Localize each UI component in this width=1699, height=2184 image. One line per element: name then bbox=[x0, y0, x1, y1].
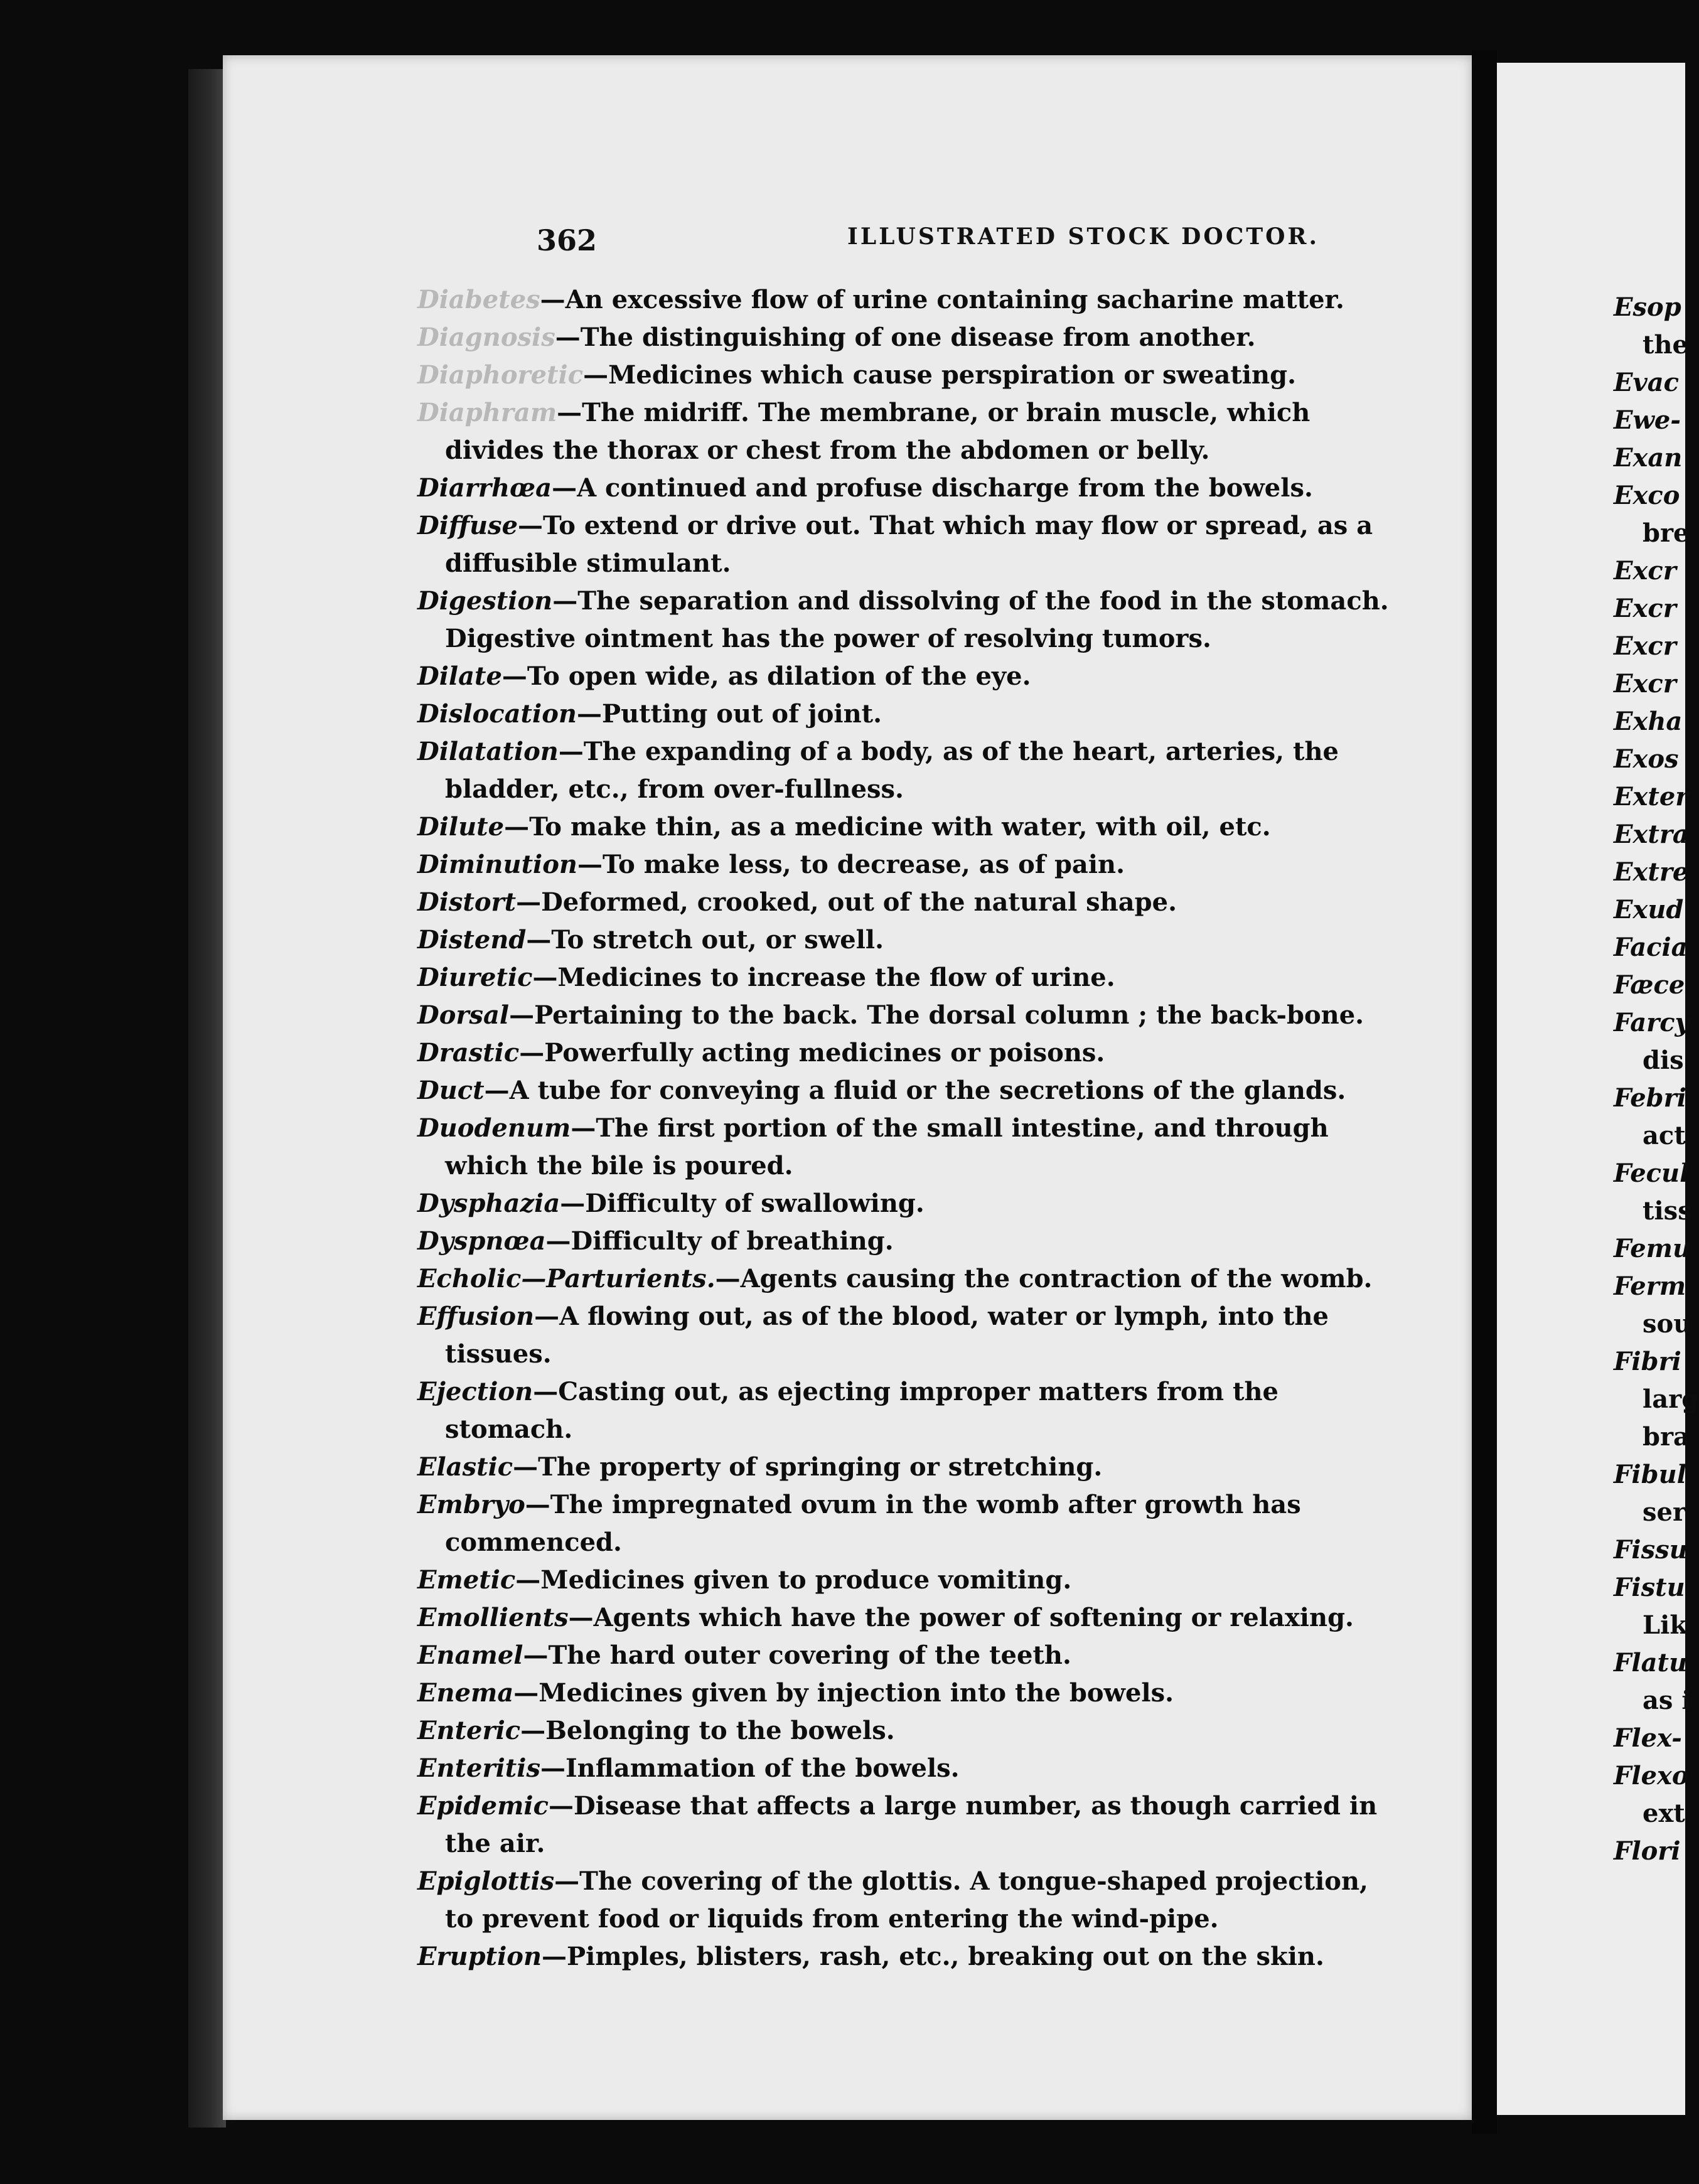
entry-separator: — bbox=[519, 1038, 545, 1068]
entry-definition: The separation and dissolving of the food in the stomach. Digestive ointment has the power of resolving tumors. bbox=[445, 586, 1389, 653]
facing-page-line bbox=[1497, 929, 1688, 966]
entry-definition: Powerfully acting medicines or poisons. bbox=[544, 1038, 1105, 1068]
entry-term: Diaphoretic bbox=[417, 360, 584, 390]
facing-page-term-fragment: Ewe- bbox=[1614, 405, 1681, 435]
entry-term: Emollients bbox=[417, 1603, 569, 1632]
entry-definition: The expanding of a body, as of the heart, arteries, the bladder, etc., from over-fullness. bbox=[445, 737, 1339, 804]
facing-page-line bbox=[1497, 816, 1689, 854]
entry-definition: Pimples, blisters, rash, etc., breaking out on the skin. bbox=[567, 1942, 1324, 1971]
glossary-entry bbox=[417, 695, 1396, 733]
entry-term: Diagnosis bbox=[417, 323, 555, 352]
glossary-entry bbox=[417, 846, 1396, 884]
glossary-entry bbox=[417, 281, 1396, 319]
entry-term: Diuretic bbox=[417, 963, 533, 992]
entry-term: Dorsal bbox=[417, 1000, 510, 1030]
facing-page-term-fragment: Exan bbox=[1614, 443, 1683, 473]
glossary-entry bbox=[417, 1863, 1396, 1938]
glossary-entry bbox=[417, 1072, 1396, 1110]
facing-page-text-fragment: bra bbox=[1643, 1422, 1690, 1452]
glossary-entry bbox=[417, 733, 1396, 808]
facing-page-line bbox=[1497, 1230, 1691, 1268]
facing-page-line bbox=[1497, 289, 1685, 326]
entry-definition: To open wide, as dilation of the eye. bbox=[527, 661, 1031, 691]
entry-definition: The covering of the glottis. A tongue-shaped projection, to prevent food or liquids from entering the wind-pipe. bbox=[445, 1866, 1368, 1934]
facing-page-term-fragment: Flex- bbox=[1614, 1723, 1682, 1753]
facing-page-term-fragment: Farcy bbox=[1614, 1008, 1690, 1037]
facing-page-term-fragment: Extra bbox=[1614, 820, 1689, 849]
facing-page-line bbox=[1497, 439, 1685, 477]
entry-separator: — bbox=[523, 1641, 549, 1670]
facing-page-term-fragment: Fibul bbox=[1614, 1460, 1686, 1489]
facing-page-text-fragment: bre bbox=[1643, 518, 1690, 548]
facing-page-line bbox=[1497, 1004, 1690, 1042]
entry-separator: — bbox=[583, 360, 609, 390]
facing-page-fragment bbox=[1497, 63, 1699, 2115]
glossary-entry bbox=[417, 959, 1396, 997]
entry-separator: — bbox=[557, 398, 582, 427]
glossary-entry bbox=[417, 658, 1396, 695]
entry-definition: Belonging to the bowels. bbox=[545, 1716, 895, 1745]
page-heading: ILLUSTRATED STOCK DOCTOR. bbox=[847, 223, 1319, 250]
entry-definition: Inflammation of the bowels. bbox=[565, 1753, 960, 1783]
entry-definition: Medicines given by injection into the bowels. bbox=[539, 1678, 1174, 1708]
entry-separator: — bbox=[516, 887, 542, 917]
facing-page-line bbox=[1497, 1418, 1690, 1456]
facing-page-text-fragment: tiss bbox=[1643, 1196, 1692, 1226]
page-gutter bbox=[1472, 50, 1497, 2134]
running-head bbox=[380, 223, 1472, 261]
glossary-entry bbox=[417, 1373, 1396, 1448]
glossary-entry bbox=[417, 1185, 1396, 1223]
facing-page-text-fragment: dis bbox=[1643, 1046, 1684, 1075]
entry-separator: — bbox=[525, 1490, 550, 1519]
entry-definition: To make thin, as a medicine with water, with oil, etc. bbox=[529, 812, 1271, 842]
facing-page-line bbox=[1497, 1155, 1690, 1192]
glossary-entry bbox=[417, 1110, 1396, 1185]
entry-separator: — bbox=[545, 1226, 571, 1256]
entry-term: Digestion bbox=[417, 586, 553, 616]
facing-page-term-fragment: Flexo bbox=[1614, 1761, 1689, 1791]
entry-term: Dilatation bbox=[417, 737, 559, 766]
facing-page-line bbox=[1497, 1569, 1685, 1607]
entry-definition: To extend or drive out. That which may flow or spread, as a diffusible stimulant. bbox=[445, 511, 1373, 578]
facing-page-text-fragment: as i bbox=[1643, 1686, 1691, 1715]
glossary-entry bbox=[417, 1787, 1396, 1863]
entry-separator: — bbox=[715, 1264, 741, 1293]
facing-page-line bbox=[1497, 1682, 1691, 1720]
glossary-entry bbox=[417, 1674, 1396, 1712]
page-number: 362 bbox=[537, 223, 598, 257]
entry-separator: — bbox=[520, 1716, 546, 1745]
entry-separator: — bbox=[509, 1000, 535, 1030]
glossary-entry bbox=[417, 1561, 1396, 1599]
facing-page-line bbox=[1497, 1833, 1685, 1870]
facing-page-term-fragment: Exha bbox=[1614, 707, 1683, 736]
entry-definition: A flowing out, as of the blood, water or lymph, into the tissues. bbox=[445, 1302, 1329, 1369]
facing-page-text-fragment: the bbox=[1643, 330, 1689, 360]
facing-page-text-fragment: ser bbox=[1643, 1497, 1686, 1527]
entry-term: Duodenum bbox=[417, 1113, 571, 1143]
entry-separator: — bbox=[552, 586, 578, 616]
entry-separator: — bbox=[513, 1678, 539, 1708]
entry-separator: — bbox=[504, 812, 530, 842]
entry-term: Distend bbox=[417, 925, 527, 955]
entry-term: Effusion bbox=[417, 1302, 535, 1331]
facing-page-line bbox=[1497, 628, 1685, 665]
facing-page-line bbox=[1497, 891, 1685, 929]
facing-page-text-fragment: Lik bbox=[1643, 1610, 1688, 1640]
glossary-entry bbox=[417, 1938, 1396, 1976]
entry-definition: Difficulty of breathing. bbox=[571, 1226, 894, 1256]
glossary-entry bbox=[417, 1298, 1396, 1373]
facing-page-line bbox=[1497, 402, 1685, 439]
facing-page-term-fragment: Febri bbox=[1614, 1083, 1686, 1113]
glossary-entry bbox=[417, 1223, 1396, 1260]
entry-term: Diminution bbox=[417, 850, 577, 879]
entry-definition: Medicines to increase the flow of urine. bbox=[557, 963, 1115, 992]
entry-separator: — bbox=[526, 925, 552, 955]
facing-page-line bbox=[1497, 703, 1685, 741]
entry-term: Ejection bbox=[417, 1377, 533, 1406]
facing-page-term-fragment: Evac bbox=[1614, 368, 1680, 397]
entry-separator: — bbox=[560, 1189, 586, 1218]
facing-page-line bbox=[1497, 1042, 1685, 1079]
entry-separator: — bbox=[518, 511, 544, 540]
entry-definition: The first portion of the small intestine, and through which the bile is poured. bbox=[445, 1113, 1329, 1180]
facing-page-line bbox=[1497, 1268, 1685, 1305]
entry-definition: A tube for conveying a fluid or the secretions of the glands. bbox=[509, 1076, 1346, 1105]
entry-definition: The property of springing or stretching. bbox=[538, 1452, 1103, 1482]
glossary-entry bbox=[417, 507, 1396, 582]
entry-definition: To make less, to decrease, as of pain. bbox=[603, 850, 1125, 879]
entry-definition: Putting out of joint. bbox=[601, 699, 882, 729]
entry-definition: The hard outer covering of the teeth. bbox=[548, 1641, 1071, 1670]
facing-page-line bbox=[1497, 590, 1685, 628]
glossary-entry bbox=[417, 1712, 1396, 1750]
entry-separator: — bbox=[554, 1866, 580, 1896]
entry-term: Enema bbox=[417, 1678, 514, 1708]
entry-separator: — bbox=[533, 1377, 559, 1406]
entry-separator: — bbox=[532, 963, 558, 992]
facing-page-column bbox=[1497, 289, 1699, 1870]
facing-page-line bbox=[1497, 364, 1685, 402]
entry-term: Diarrhœa bbox=[417, 473, 552, 503]
facing-page-term-fragment: Exter bbox=[1614, 782, 1689, 811]
glossary-entry bbox=[417, 319, 1396, 356]
facing-page-line bbox=[1497, 1192, 1692, 1230]
entry-separator: — bbox=[484, 1076, 510, 1105]
entry-term: Echolic—Parturients. bbox=[417, 1264, 716, 1293]
facing-page-line bbox=[1497, 1343, 1685, 1381]
glossary-entry bbox=[417, 997, 1396, 1034]
entry-term: Diffuse bbox=[417, 511, 518, 540]
glossary-entry bbox=[417, 1034, 1396, 1072]
entry-definition: The impregnated ovum in the womb after growth has commenced. bbox=[445, 1490, 1301, 1557]
facing-page-line bbox=[1497, 741, 1685, 778]
glossary-entry bbox=[417, 582, 1396, 658]
entry-term: Enteritis bbox=[417, 1753, 540, 1783]
facing-page-term-fragment: Facia bbox=[1614, 933, 1688, 962]
facing-page-line bbox=[1497, 1494, 1685, 1531]
entry-term: Epiglottis bbox=[417, 1866, 555, 1896]
entry-separator: — bbox=[548, 1791, 574, 1821]
facing-page-line bbox=[1497, 1795, 1685, 1833]
facing-page-term-fragment: Excr bbox=[1614, 631, 1676, 661]
entry-separator: — bbox=[513, 1452, 539, 1482]
facing-page-term-fragment: Flatu bbox=[1614, 1648, 1688, 1678]
facing-page-line bbox=[1497, 1531, 1688, 1569]
facing-page-term-fragment: Fissu bbox=[1614, 1535, 1688, 1565]
entry-separator: — bbox=[568, 1603, 594, 1632]
facing-page-term-fragment: Exud bbox=[1614, 895, 1684, 924]
glossary-entry bbox=[417, 356, 1396, 394]
entry-term: Emetic bbox=[417, 1565, 516, 1595]
facing-page-term-fragment: Ferm bbox=[1614, 1271, 1686, 1301]
entry-term: Diaphram bbox=[417, 398, 557, 427]
facing-page-term-fragment: Fibri bbox=[1614, 1347, 1681, 1376]
entry-separator: — bbox=[534, 1302, 560, 1331]
entry-definition: Disease that affects a large number, as though carried in the air. bbox=[445, 1791, 1378, 1858]
entry-definition: Agents causing the contraction of the womb. bbox=[740, 1264, 1373, 1293]
facing-page-line bbox=[1497, 1117, 1685, 1155]
entry-term: Dyspnœa bbox=[417, 1226, 546, 1256]
entry-definition: Medicines given to produce vomiting. bbox=[540, 1565, 1072, 1595]
entry-definition: A continued and profuse discharge from the bowels. bbox=[577, 473, 1313, 503]
facing-page-line bbox=[1497, 1381, 1699, 1418]
facing-page-line bbox=[1497, 665, 1685, 703]
facing-page-line bbox=[1497, 1456, 1685, 1494]
entry-term: Dislocation bbox=[417, 699, 577, 729]
entry-separator: — bbox=[571, 1113, 596, 1143]
glossary-entry bbox=[417, 1599, 1396, 1637]
facing-page-line bbox=[1497, 1757, 1689, 1795]
glossary-entry bbox=[417, 1486, 1396, 1561]
entry-separator: — bbox=[576, 699, 602, 729]
glossary-entry bbox=[417, 921, 1396, 959]
facing-page-term-fragment: Extre bbox=[1614, 857, 1689, 887]
entry-definition: Medicines which cause perspiration or sweating. bbox=[608, 360, 1297, 390]
facing-page-line bbox=[1497, 515, 1690, 552]
facing-page-line bbox=[1497, 1720, 1685, 1757]
entry-definition: Pertaining to the back. The dorsal column ; the back-bone. bbox=[534, 1000, 1364, 1030]
book-page bbox=[223, 55, 1472, 2120]
entry-separator: — bbox=[540, 285, 565, 314]
facing-page-line bbox=[1497, 1305, 1692, 1343]
entry-definition: An excessive flow of urine containing sacharine matter. bbox=[565, 285, 1344, 314]
book-spine-edge bbox=[188, 69, 226, 2128]
entry-definition: Casting out, as ejecting improper matters from the stomach. bbox=[445, 1377, 1278, 1444]
facing-page-term-fragment: Excr bbox=[1614, 556, 1676, 586]
facing-page-line bbox=[1497, 1607, 1688, 1644]
facing-page-term-fragment: Flori bbox=[1614, 1836, 1681, 1866]
glossary-entry bbox=[417, 1448, 1396, 1486]
entry-term: Elastic bbox=[417, 1452, 513, 1482]
facing-page-line bbox=[1497, 854, 1689, 891]
entry-term: Epidemic bbox=[417, 1791, 549, 1821]
glossary-entry bbox=[417, 1260, 1396, 1298]
entry-term: Drastic bbox=[417, 1038, 520, 1068]
entry-separator: — bbox=[501, 661, 527, 691]
glossary-entries bbox=[417, 281, 1396, 1976]
entry-separator: — bbox=[552, 473, 577, 503]
entry-term: Dilute bbox=[417, 812, 505, 842]
entry-term: Eruption bbox=[417, 1942, 542, 1971]
facing-page-text-fragment: sou bbox=[1643, 1309, 1692, 1339]
facing-page-term-fragment: Fecul bbox=[1614, 1159, 1690, 1188]
glossary-entry bbox=[417, 884, 1396, 921]
facing-page-term-fragment: Exos bbox=[1614, 744, 1679, 774]
entry-separator: — bbox=[515, 1565, 541, 1595]
entry-definition: To stretch out, or swell. bbox=[551, 925, 884, 955]
facing-page-line bbox=[1497, 1644, 1688, 1682]
facing-page-text-fragment: act bbox=[1643, 1121, 1686, 1150]
facing-page-line bbox=[1497, 1079, 1685, 1117]
facing-page-line bbox=[1497, 326, 1689, 364]
facing-page-term-fragment: Excr bbox=[1614, 594, 1676, 623]
entry-term: Dilate bbox=[417, 661, 502, 691]
facing-page-line bbox=[1497, 552, 1685, 590]
glossary-entry bbox=[417, 469, 1396, 507]
glossary-entry bbox=[417, 1750, 1396, 1787]
facing-page-line bbox=[1497, 477, 1685, 515]
entry-separator: — bbox=[542, 1942, 567, 1971]
facing-page-term-fragment: Esop bbox=[1614, 292, 1681, 322]
entry-separator: — bbox=[555, 323, 581, 352]
entry-term: Duct bbox=[417, 1076, 485, 1105]
facing-page-term-fragment: Fæce bbox=[1614, 970, 1685, 1000]
entry-definition: Difficulty of swallowing. bbox=[585, 1189, 925, 1218]
entry-separator: — bbox=[577, 850, 603, 879]
facing-page-text-fragment: larg bbox=[1643, 1384, 1699, 1414]
glossary-entry bbox=[417, 1637, 1396, 1674]
entry-term: Enteric bbox=[417, 1716, 521, 1745]
facing-page-text-fragment: ext bbox=[1643, 1799, 1685, 1828]
entry-separator: — bbox=[558, 737, 584, 766]
entry-term: Embryo bbox=[417, 1490, 525, 1519]
facing-page-term-fragment: Fistu bbox=[1614, 1573, 1685, 1602]
facing-page-line bbox=[1497, 778, 1689, 816]
facing-page-term-fragment: Exco bbox=[1614, 481, 1680, 510]
glossary-entry bbox=[417, 394, 1396, 469]
entry-term: Diabetes bbox=[417, 285, 540, 314]
entry-definition: The distinguishing of one disease from another. bbox=[580, 323, 1256, 352]
entry-definition: Deformed, crooked, out of the natural shape. bbox=[541, 887, 1177, 917]
facing-page-line bbox=[1497, 966, 1685, 1004]
entry-definition: The midriff. The membrane, or brain muscle, which divides the thorax or chest from the abdomen or belly. bbox=[445, 398, 1310, 465]
entry-term: Distort bbox=[417, 887, 517, 917]
facing-page-term-fragment: Femu bbox=[1614, 1234, 1691, 1263]
entry-term: Dysphazia bbox=[417, 1189, 560, 1218]
entry-term: Enamel bbox=[417, 1641, 523, 1670]
entry-definition: Agents which have the power of softening or relaxing. bbox=[593, 1603, 1354, 1632]
glossary-entry bbox=[417, 808, 1396, 846]
facing-page-term-fragment: Excr bbox=[1614, 669, 1676, 699]
entry-separator: — bbox=[540, 1753, 565, 1783]
